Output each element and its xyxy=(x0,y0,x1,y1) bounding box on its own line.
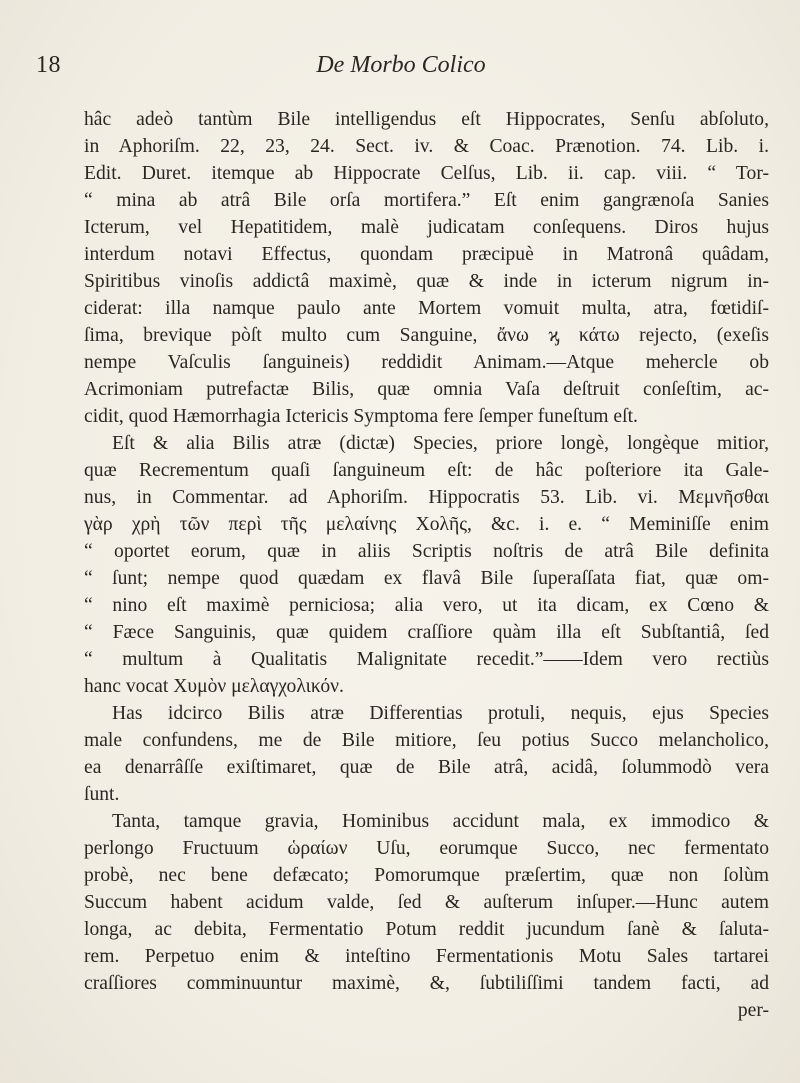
text-line: rem. Perpetuo enim & inteſtino Fermentationis Motu Sales tartarei xyxy=(84,946,769,967)
text-line: craſſiores comminuuntur maximè, &, ſubtiliſſimi tandem facti, ad xyxy=(84,973,769,994)
text-line: “ multum à Qualitatis Malignitate recedit.”——Idem vero rectiùs xyxy=(84,649,769,670)
page-header xyxy=(36,52,766,82)
paragraph-start-line: Tanta, tamque gravia, Hominibus accidunt mala, ex immodico & xyxy=(112,811,769,832)
paragraph-start-line: Eſt & alia Bilis atræ (dictæ) Species, priore longè, longèque mitior, xyxy=(112,433,769,454)
text-line: “ mina ab atrâ Bile orſa mortifera.” Eſt enim gangrænoſa Sanies xyxy=(84,190,769,211)
text-line: longa, ac debita, Fermentatio Potum reddit jucundum ſanè & ſaluta- xyxy=(84,919,769,940)
text-line: “ nino eſt maximè perniciosa; alia vero, ut ita dicam, ex Cœno & xyxy=(84,595,769,616)
text-line: ciderat: illa namque paulo ante Mortem vomuit multa, atra, fœtidiſ- xyxy=(84,298,769,319)
text-line: hanc vocat Χυμὸν μελαγχολικόν. xyxy=(84,676,344,697)
catchword: per- xyxy=(737,1000,769,1021)
paragraph-start-line: Has idcirco Bilis atræ Differentias protuli, nequis, ejus Species xyxy=(112,703,769,724)
page-number: 18 xyxy=(36,52,61,78)
text-line: hâc adeò tantùm Bile intelligendus eſt Hippocrates, Senſu abſoluto, xyxy=(84,109,769,130)
text-line: in Aphoriſm. 22, 23, 24. Sect. iv. & Coac. Prænotion. 74. Lib. i. xyxy=(84,136,769,157)
text-line: ſunt. xyxy=(84,784,120,805)
text-line: “ oportet eorum, quæ in aliis Scriptis noſtris de atrâ Bile definita xyxy=(84,541,769,562)
text-line: ſima, brevique pòſt multo cum Sanguine, ἄνω ϗ κάτω rejecto, (exeſis xyxy=(84,325,769,346)
text-line: nempe Vaſculis ſanguineis) reddidit Animam.—Atque mehercle ob xyxy=(84,352,769,373)
text-line: nus, in Commentar. ad Aphoriſm. Hippocratis 53. Lib. vi. Μεμνῆσθαι xyxy=(84,487,769,508)
text-line: probè, nec bene defæcato; Pomorumque præſertim, quæ non ſolùm xyxy=(84,865,769,886)
text-line: Spiritibus vinoſis addictâ maximè, quæ & inde in icterum nigrum in- xyxy=(84,271,769,292)
text-line: γὰρ χρὴ τῶν περὶ τῆς μελαίνης Χολῆς, &c. i. e. “ Meminiſſe enim xyxy=(84,514,769,535)
text-line: Edit. Duret. itemque ab Hippocrate Celſus, Lib. ii. cap. viii. “ Tor- xyxy=(84,163,769,184)
text-line: perlongo Fructuum ὡραίων Uſu, eorumque Succo, nec fermentato xyxy=(84,838,769,859)
text-line: Succum habent acidum valde, ſed & auſterum inſuper.—Hunc autem xyxy=(84,892,769,913)
running-title: De Morbo Colico xyxy=(316,52,486,78)
body-text xyxy=(84,106,769,1024)
text-line: male confundens, me de Bile mitiore, ſeu potius Succo melancholico, xyxy=(84,730,769,751)
text-line: “ ſunt; nempe quod quædam ex flavâ Bile ſuperaſſata fiat, quæ om- xyxy=(84,568,769,589)
text-line: “ Fæce Sanguinis, quæ quidem craſſiore quàm illa eſt Subſtantiâ, ſed xyxy=(84,622,769,643)
text-line: quæ Recrementum quaſi ſanguineum eſt: de hâc poſteriore ita Gale- xyxy=(84,460,769,481)
text-line: cidit, quod Hæmorrhagia Ictericis Symptoma fere ſemper funeſtum eſt. xyxy=(84,406,638,427)
text-line: Acrimoniam putrefactæ Bilis, quæ omnia Vaſa deſtruit conſeſtim, ac- xyxy=(84,379,769,400)
text-line: Icterum, vel Hepatitidem, malè judicatam conſequens. Diros hujus xyxy=(84,217,769,238)
text-line: ea denarrâſſe exiſtimaret, quæ de Bile atrâ, acidâ, ſolummodò vera xyxy=(84,757,769,778)
text-line: interdum notavi Effectus, quondam præcipuè in Matronâ quâdam, xyxy=(84,244,769,265)
